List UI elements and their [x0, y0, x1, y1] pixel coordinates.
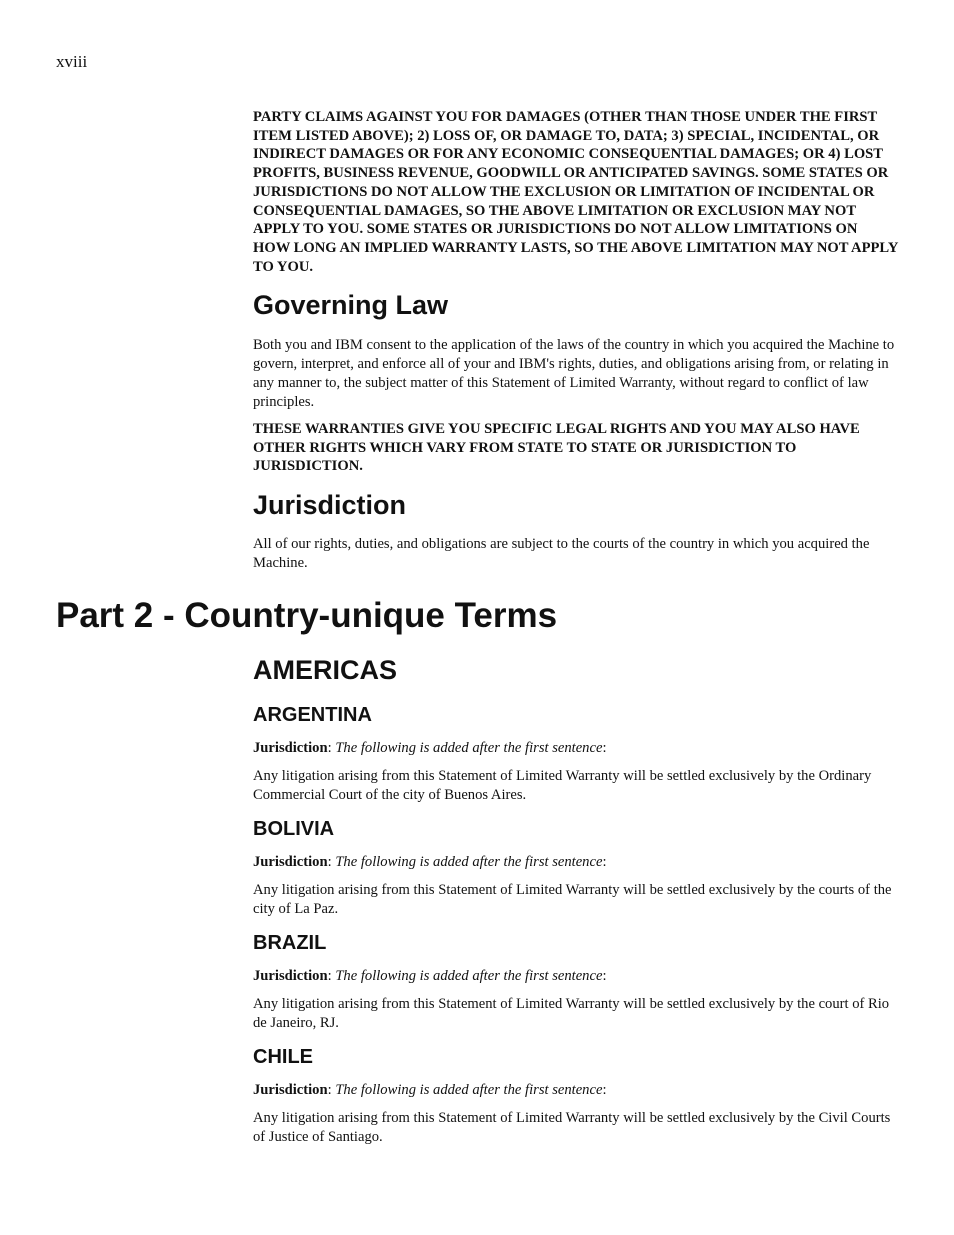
country-text: Any litigation arising from this Statement of Limited Warranty will be settled exclusively by the courts of the city of La Paz.: [253, 882, 892, 917]
jurisdiction-note-italic: The following is added after the first sentence: [335, 740, 603, 756]
country-heading: ARGENTINA: [253, 704, 372, 726]
part2-heading: Part 2 - Country-unique Terms: [56, 596, 558, 635]
juris-line-argentina: [253, 739, 898, 758]
country-text: Any litigation arising from this Statement of Limited Warranty will be settled exclusively by the Ordinary Commercial Court of the city of Buenos Aires.: [253, 768, 872, 803]
jurisdiction-end: :: [602, 854, 607, 870]
jurisdiction-note: [253, 967, 898, 986]
warranty-rights-caps: THESE WARRANTIES GIVE YOU SPECIFIC LEGAL RIGHTS AND YOU MAY ALSO HAVE OTHER RIGHTS WHICH VARY FROM STATE TO STATE OR JURISDICTION TO JURISDICTION.: [253, 421, 860, 475]
jurisdiction-end: :: [602, 1082, 607, 1098]
intro-section: [253, 108, 898, 276]
juris-line-bolivia: [253, 853, 898, 872]
region-heading-americas: AMERICAS: [253, 655, 398, 685]
jurisdiction-end: :: [602, 740, 607, 756]
jurisdiction-note-italic: The following is added after the first sentence: [335, 968, 603, 984]
jurisdiction-body-wrap: [253, 535, 898, 573]
region-wrap: [253, 654, 898, 686]
country-text: Any litigation arising from this Statement of Limited Warranty will be settled exclusively by the Civil Courts of Justice of Santiago.: [253, 1110, 891, 1145]
page-number: xviii: [56, 52, 88, 71]
country-heading: BOLIVIA: [253, 818, 335, 840]
jurisdiction-sep: :: [327, 1082, 336, 1098]
jurisdiction-label: Jurisdiction: [253, 968, 328, 984]
country-block-bolivia: [253, 817, 898, 841]
governing-law-heading: Governing Law: [253, 290, 449, 320]
jurisdiction-note: [253, 853, 898, 872]
country-text-wrap-argentina: [253, 767, 898, 805]
country-block-brazil: [253, 931, 898, 955]
jurisdiction-end: :: [602, 968, 607, 984]
juris-line-brazil: [253, 967, 898, 986]
governing-law-body-wrap: [253, 336, 898, 412]
jurisdiction-label: Jurisdiction: [253, 854, 328, 870]
jurisdiction-label: Jurisdiction: [253, 740, 328, 756]
jurisdiction-heading: Jurisdiction: [253, 490, 407, 520]
country-text-wrap-brazil: [253, 995, 898, 1033]
jurisdiction-note: [253, 1081, 898, 1100]
jurisdiction-body: All of our rights, duties, and obligations are subject to the courts of the country in which you acquired the Machine.: [253, 536, 870, 571]
jurisdiction-sep: :: [327, 740, 336, 756]
country-heading: CHILE: [253, 1046, 313, 1068]
jurisdiction-section: [253, 489, 898, 521]
country-block-chile: [253, 1045, 898, 1069]
country-text: Any litigation arising from this Statement of Limited Warranty will be settled exclusively by the court of Rio de Janeiro, RJ.: [253, 996, 890, 1031]
country-heading: BRAZIL: [253, 932, 327, 954]
country-text-wrap-bolivia: [253, 881, 898, 919]
country-text-wrap-chile: [253, 1109, 898, 1147]
juris-line-chile: [253, 1081, 898, 1100]
country-block-argentina: [253, 703, 898, 727]
governing-law-body: Both you and IBM consent to the application of the laws of the country in which you acquired the Machine to govern, interpret, and enforce all of your and IBM's rights, duties, and obligations arising from, or relating in any manner to, the subject matter of this Statement of Limited Warranty, without regard to conflict of law principles.: [253, 337, 895, 410]
jurisdiction-sep: :: [327, 968, 336, 984]
jurisdiction-note: [253, 739, 898, 758]
limitation-caps-paragraph: PARTY CLAIMS AGAINST YOU FOR DAMAGES (OTHER THAN THOSE UNDER THE FIRST ITEM LISTED ABOVE); 2) LOSS OF, OR DAMAGE TO, DATA; 3) SPECIAL, INCIDENTAL, OR INDIRECT DAMAGES OR FOR ANY ECONOMIC CONSEQUENTIAL DAMAGES; OR 4) LOST PROFITS, BUSINESS REVENUE, GOODWILL OR ANTICIPATED SAVINGS. SOME STATES OR JURISDICTIONS DO NOT ALLOW THE EXCLUSION OR LIMITATION OF INCIDENTAL OR CONSEQUENTIAL DAMAGES, SO THE ABOVE LIMITATION OR EXCLUSION MAY NOT APPLY TO YOU. SOME STATES OR JURISDICTIONS DO NOT ALLOW LIMITATIONS ON HOW LONG AN IMPLIED WARRANTY LASTS, SO THE ABOVE LIMITATION MAY NOT APPLY TO YOU.: [253, 109, 898, 275]
jurisdiction-note-italic: The following is added after the first sentence: [335, 854, 603, 870]
jurisdiction-label: Jurisdiction: [253, 1082, 328, 1098]
jurisdiction-note-italic: The following is added after the first sentence: [335, 1082, 603, 1098]
governing-law-section: [253, 289, 898, 321]
warranty-rights-wrap: [253, 420, 898, 476]
jurisdiction-sep: :: [327, 854, 336, 870]
